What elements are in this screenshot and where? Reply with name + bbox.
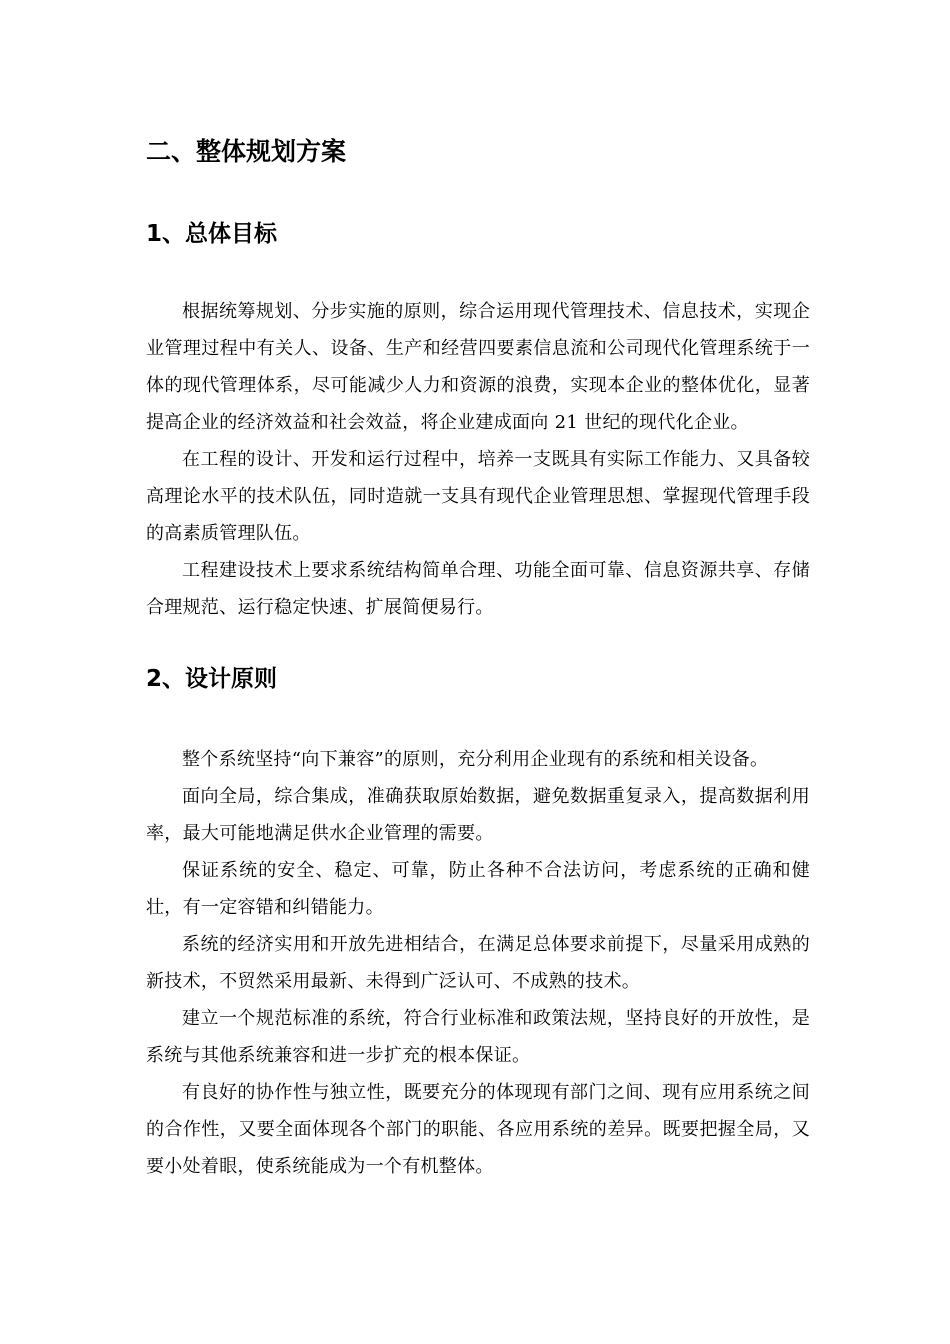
goals-paragraph-1: 根据统筹规划、分步实施的原则，综合运用现代管理技术、信息技术，实现企业管理过程中有关人、设备、生产和经营四要素信息流和公司现代化管理系统于一体的现代管理体系，尽可能减少人力和资源的浪费，实现本企业的整体优化，显著提高企业的经济效益和社会效益，将企业建成面向 21 世纪的现代化企业。 <box>146 301 810 433</box>
principles-paragraph-2: 面向全局，综合集成，准确获取原始数据，避免数据重复录入，提高数据利用率，最大可能地满足供水企业管理的需要。 <box>146 786 810 844</box>
section-title: 二、整体规划方案 <box>146 137 347 166</box>
principles-paragraph-4: 系统的经济实用和开放先进相结合，在满足总体要求前提下，尽量采用成熟的新技术，不贸然采用最新、未得到广泛认可、不成熟的技术。 <box>146 934 810 992</box>
principles-paragraph-3: 保证系统的安全、稳定、可靠，防止各种不合法访问，考虑系统的正确和健壮，有一定容错和纠错能力。 <box>146 860 810 918</box>
principles-heading: 2、设计原则 <box>146 666 278 692</box>
document-body <box>146 128 810 1185</box>
goals-heading: 1、总体目标 <box>146 221 278 247</box>
principles-paragraph-6: 有良好的协作性与独立性，既要充分的体现现有部门之间、现有应用系统之间的合作性，又要全面体现各个部门的职能、各应用系统的差异。既要把握全局，又要小处着眼，使系统能成为一个有机整体。 <box>146 1082 810 1177</box>
principles-paragraph-5: 建立一个规范标准的系统，符合行业标准和政策法规，坚持良好的开放性，是系统与其他系统兼容和进一步扩充的根本保证。 <box>146 1008 810 1066</box>
principles-paragraph-1: 整个系统坚持“向下兼容”的原则，充分利用企业现有的系统和相关设备。 <box>182 749 769 770</box>
goals-paragraph-3: 工程建设技术上要求系统结构简单合理、功能全面可靠、信息资源共享、存储合理规范、运行稳定快速、扩展简便易行。 <box>146 560 810 618</box>
goals-paragraph-2: 在工程的设计、开发和运行过程中，培养一支既具有实际工作能力、又具备较高理论水平的技术队伍，同时造就一支具有现代企业管理思想、掌握现代管理手段的高素质管理队伍。 <box>146 449 810 544</box>
